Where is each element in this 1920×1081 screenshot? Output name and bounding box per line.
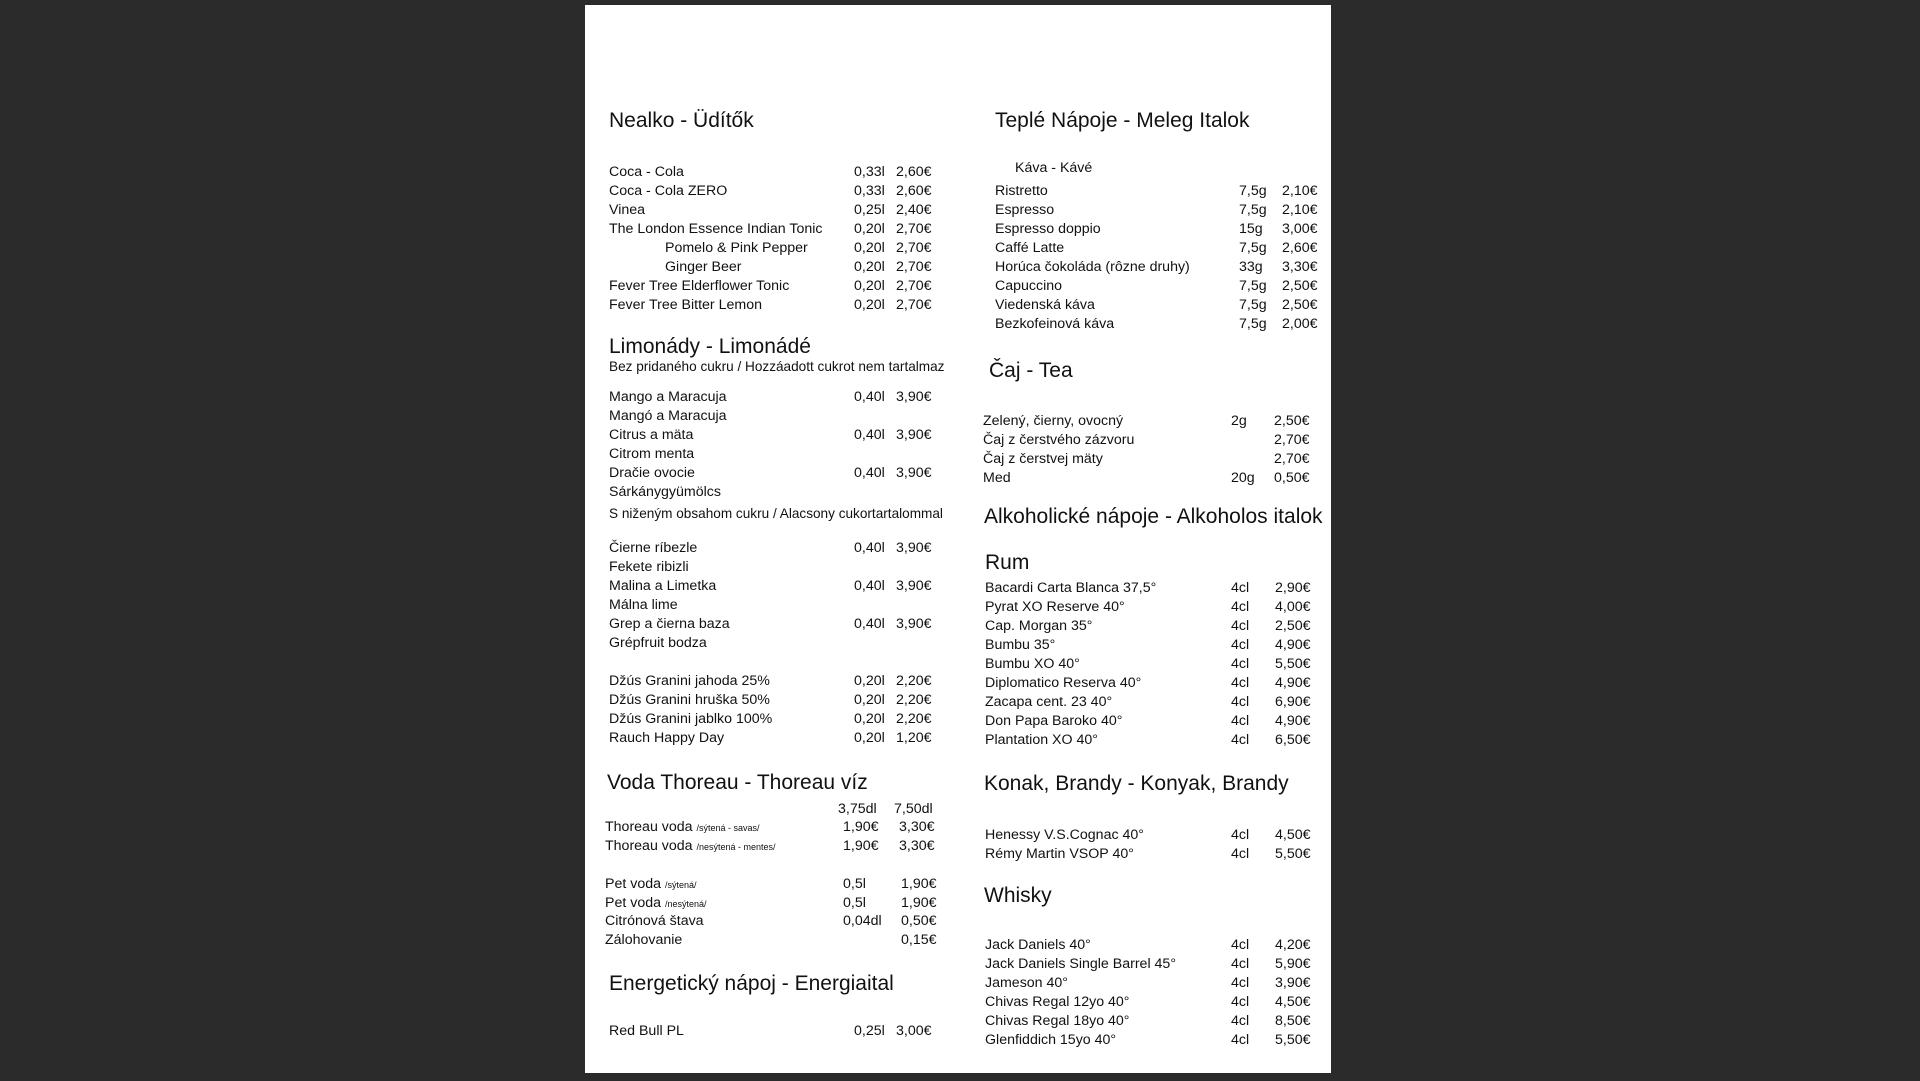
menu-item-price: 2,70€ bbox=[1274, 432, 1310, 448]
menu-item-name: Henessy V.S.Cognac 40° bbox=[985, 827, 1144, 843]
menu-item-name: Grep a čierna baza bbox=[609, 616, 730, 632]
menu-item-price: 2,50€ bbox=[1274, 413, 1310, 429]
menu-item-size: 0,20l bbox=[854, 221, 885, 237]
menu-item-row bbox=[585, 469, 1331, 488]
menu-item-size: 0,33l bbox=[854, 183, 885, 199]
menu-item-size: 7,5g bbox=[1239, 240, 1267, 256]
menu-item-name: Fever Tree Bitter Lemon bbox=[609, 297, 762, 313]
menu-item-price: 2,00€ bbox=[1282, 316, 1318, 332]
menu-item-name: Vinea bbox=[609, 202, 646, 218]
menu-item-price: 2,10€ bbox=[1282, 202, 1318, 218]
menu-item-name: Glenfiddich 15yo 40° bbox=[985, 1032, 1117, 1048]
menu-item-price: 2,20€ bbox=[896, 711, 932, 727]
menu-item-size: 0,40l bbox=[854, 465, 885, 481]
menu-item-row bbox=[585, 579, 1331, 598]
menu-item-price: 3,90€ bbox=[896, 578, 932, 594]
menu-item-row bbox=[585, 558, 1331, 577]
section-title-voda: Voda Thoreau - Thoreau víz bbox=[607, 771, 868, 794]
menu-item-size: 0,5l bbox=[843, 894, 866, 911]
menu-item-name: Viedenská káva bbox=[995, 297, 1095, 313]
menu-item-size: 0,20l bbox=[854, 711, 885, 727]
menu-item-price: 2,70€ bbox=[896, 221, 932, 237]
menu-item-price: 0,50€ bbox=[901, 913, 937, 929]
menu-item-price: 2,60€ bbox=[896, 183, 932, 199]
menu-item-price: 1,90€ bbox=[901, 894, 937, 911]
menu-item-row bbox=[585, 693, 1331, 712]
menu-item-name: Espresso doppio bbox=[995, 221, 1101, 237]
menu-item-size: 2g bbox=[1231, 413, 1247, 429]
menu-item-size: 4cl bbox=[1231, 956, 1250, 972]
menu-item-size: 0,40l bbox=[854, 578, 885, 594]
menu-item-row bbox=[585, 277, 1331, 296]
menu-item-name: Ristretto bbox=[995, 183, 1048, 199]
menu-item-size: 0,33l bbox=[854, 164, 885, 180]
menu-item-row bbox=[585, 239, 1331, 258]
menu-item-size: 0,5l bbox=[843, 876, 866, 892]
menu-item-row bbox=[585, 598, 1331, 617]
menu-item-name: Dračie ovocie bbox=[609, 465, 695, 481]
menu-item-row bbox=[585, 894, 1331, 913]
menu-item-name: Chivas Regal 12yo 40° bbox=[985, 994, 1130, 1010]
menu-item-name: Red Bull PL bbox=[609, 1023, 684, 1039]
limonady-note-sugar-free: Bez pridaného cukru / Hozzáadott cukrot nem tartalmaz bbox=[609, 359, 945, 374]
menu-item-row bbox=[585, 182, 1331, 201]
menu-item-name: Cap. Morgan 35° bbox=[985, 618, 1093, 634]
menu-item-size: 7,5g bbox=[1239, 278, 1267, 294]
menu-item-name: Bacardi Carta Blanca 37,5° bbox=[985, 580, 1157, 596]
menu-item-name: Chivas Regal 18yo 40° bbox=[985, 1013, 1130, 1029]
menu-item-price: 3,90€ bbox=[896, 616, 932, 632]
menu-item-size: 0,20l bbox=[854, 240, 885, 256]
menu-item-row bbox=[585, 539, 1331, 558]
menu-item-size: 0,40l bbox=[854, 427, 885, 443]
menu-item-price: 0,15€ bbox=[901, 931, 937, 948]
menu-item-size: 4cl bbox=[1231, 694, 1250, 710]
teple-subtitle-kava: Káva - Kávé bbox=[1015, 160, 1093, 176]
menu-item-price-large: 3,30€ bbox=[899, 838, 935, 854]
section-title-limonady: Limonády - Limonádé bbox=[609, 335, 811, 358]
menu-item-price: 2,20€ bbox=[896, 673, 932, 689]
section-title-rum: Rum bbox=[985, 551, 1030, 574]
menu-item-row bbox=[585, 315, 1331, 334]
menu-item-name: Čaj z čerstvého zázvoru bbox=[983, 432, 1135, 448]
menu-item-name: Plantation XO 40° bbox=[985, 732, 1098, 748]
menu-item-name: Mangó a Maracuja bbox=[609, 408, 727, 424]
menu-item-row bbox=[585, 912, 1331, 931]
menu-item-name: Džús Granini hruška 50% bbox=[609, 692, 770, 708]
menu-item-size: 4cl bbox=[1231, 937, 1250, 953]
menu-item-row bbox=[585, 1012, 1331, 1031]
menu-item-name: Thoreau voda /nesýtená - mentes/ bbox=[605, 838, 776, 854]
menu-item-name: Bezkofeinová káva bbox=[995, 316, 1115, 332]
menu-item-row bbox=[585, 712, 1331, 731]
menu-item-size: 0,20l bbox=[854, 278, 885, 294]
menu-item-row bbox=[585, 163, 1331, 182]
menu-item-price: 5,50€ bbox=[1275, 656, 1311, 672]
menu-item-note: /nesýtená/ bbox=[664, 898, 707, 909]
menu-item-price: 4,00€ bbox=[1275, 599, 1311, 615]
menu-item-price: 2,50€ bbox=[1275, 618, 1311, 634]
menu-item-price: 4,90€ bbox=[1275, 637, 1311, 653]
menu-item-price: 1,90€ bbox=[901, 876, 937, 892]
section-title-whisky: Whisky bbox=[984, 884, 1052, 907]
menu-item-size: 4cl bbox=[1231, 1013, 1250, 1029]
menu-item-price: 3,90€ bbox=[1275, 975, 1311, 991]
menu-item-price: 3,00€ bbox=[1282, 221, 1318, 237]
menu-item-size: 7,5g bbox=[1239, 202, 1267, 218]
voda-col-header-large: 7,50dl bbox=[894, 801, 933, 817]
menu-item-row bbox=[585, 1031, 1331, 1050]
menu-item-name: Zacapa cent. 23 40° bbox=[985, 694, 1113, 710]
menu-item-size: 0,20l bbox=[854, 730, 885, 746]
menu-item-name: Čaj z čerstvej mäty bbox=[983, 451, 1103, 467]
menu-item-price: 6,90€ bbox=[1275, 694, 1311, 710]
menu-item-name: Med bbox=[983, 470, 1011, 486]
menu-item-name: Bumbu 35° bbox=[985, 637, 1056, 653]
menu-item-price: 4,90€ bbox=[1275, 713, 1311, 729]
menu-item-price: 5,50€ bbox=[1275, 1032, 1311, 1048]
section-title-alko: Alkoholické nápoje - Alkoholos italok bbox=[984, 505, 1323, 528]
menu-item-name: Grépfruit bodza bbox=[609, 635, 707, 651]
section-title-energy: Energetický nápoj - Energiaital bbox=[609, 972, 894, 995]
menu-item-name: Jack Daniels 40° bbox=[985, 937, 1091, 953]
section-title-teple: Teplé Nápoje - Meleg Italok bbox=[995, 109, 1250, 132]
menu-item-price: 3,90€ bbox=[896, 540, 932, 556]
menu-item-name: Diplomatico Reserva 40° bbox=[985, 675, 1142, 691]
menu-item-name: Citrom menta bbox=[609, 446, 695, 462]
limonady-note-low-sugar: S niženým obsahom cukru / Alacsony cukortartalommal bbox=[609, 506, 943, 521]
menu-item-price: 2,40€ bbox=[896, 202, 932, 218]
menu-item-price: 1,20€ bbox=[896, 730, 932, 746]
menu-item-row bbox=[585, 955, 1331, 974]
menu-item-size: 4cl bbox=[1231, 713, 1250, 729]
menu-item-row bbox=[585, 655, 1331, 674]
menu-item-row bbox=[585, 220, 1331, 239]
menu-item-name: Zelený, čierny, ovocný bbox=[983, 413, 1124, 429]
menu-item-name: Fever Tree Elderflower Tonic bbox=[609, 278, 790, 294]
menu-item-name: Ginger Beer bbox=[665, 259, 742, 275]
menu-item-price: 4,90€ bbox=[1275, 675, 1311, 691]
menu-item-price: 2,90€ bbox=[1275, 580, 1311, 596]
menu-item-row bbox=[585, 388, 1331, 407]
menu-item-size: 15g bbox=[1239, 221, 1263, 237]
menu-item-price: 2,70€ bbox=[896, 240, 932, 256]
menu-item-size: 0,20l bbox=[854, 297, 885, 313]
menu-item-size: 0,40l bbox=[854, 616, 885, 632]
menu-item-size: 4cl bbox=[1231, 599, 1250, 615]
menu-item-note: /sýtená - savas/ bbox=[696, 823, 760, 833]
menu-item-name: Mango a Maracuja bbox=[609, 389, 727, 405]
section-title-caj: Čaj - Tea bbox=[989, 359, 1073, 382]
menu-item-name: Don Papa Baroko 40° bbox=[985, 713, 1123, 729]
menu-item-size: 0,25l bbox=[854, 202, 885, 218]
menu-item-name: Málna lime bbox=[609, 597, 678, 613]
menu-item-price: 3,90€ bbox=[896, 427, 932, 443]
menu-item-size: 7,5g bbox=[1239, 183, 1267, 199]
menu-item-size: 0,40l bbox=[854, 389, 885, 405]
menu-item-row bbox=[585, 412, 1331, 431]
menu-item-size: 4cl bbox=[1231, 618, 1250, 634]
menu-item-name: Espresso bbox=[995, 202, 1055, 218]
menu-item-price: 4,50€ bbox=[1275, 994, 1311, 1010]
menu-item-name: Thoreau voda /sýtená - savas/ bbox=[605, 819, 760, 835]
menu-item-price: 2,70€ bbox=[896, 278, 932, 294]
menu-item-row bbox=[585, 826, 1331, 845]
menu-item-size: 4cl bbox=[1231, 732, 1250, 748]
menu-item-name: Džús Granini jablko 100% bbox=[609, 711, 773, 727]
menu-item-size: 4cl bbox=[1231, 656, 1250, 672]
menu-item-size: 0,25l bbox=[854, 1023, 885, 1039]
menu-item-price: 5,50€ bbox=[1275, 846, 1311, 862]
menu-item-size: 0,40l bbox=[854, 540, 885, 556]
menu-item-size: 4cl bbox=[1231, 580, 1250, 596]
menu-item-name: Jack Daniels Single Barrel 45° bbox=[985, 956, 1176, 972]
menu-item-name: Citrónová štava bbox=[605, 913, 704, 929]
menu-item-price: 6,50€ bbox=[1275, 732, 1311, 748]
menu-item-size: 7,5g bbox=[1239, 316, 1267, 332]
menu-item-row bbox=[585, 674, 1331, 693]
menu-item-size: 0,20l bbox=[854, 259, 885, 275]
menu-item-row bbox=[585, 845, 1331, 864]
menu-item-row bbox=[585, 974, 1331, 993]
menu-item-size: 4cl bbox=[1231, 994, 1250, 1010]
menu-item-name: Horúca čokoláda (rôzne druhy) bbox=[995, 259, 1190, 275]
menu-item-size: 4cl bbox=[1231, 975, 1250, 991]
menu-item-size: 20g bbox=[1231, 470, 1255, 486]
menu-item-price: 0,50€ bbox=[1274, 470, 1310, 486]
menu-item-size: 4cl bbox=[1231, 675, 1250, 691]
menu-item-note: /nesýtená - mentes/ bbox=[696, 842, 776, 852]
menu-item-price-large: 3,30€ bbox=[899, 819, 935, 835]
menu-item-name: Džús Granini jahoda 25% bbox=[609, 673, 770, 689]
menu-item-row bbox=[585, 936, 1331, 955]
menu-item-name: Sárkánygyümölcs bbox=[609, 484, 721, 500]
menu-item-row bbox=[585, 258, 1331, 277]
menu-item-price: 4,50€ bbox=[1275, 827, 1311, 843]
menu-item-price: 3,90€ bbox=[896, 389, 932, 405]
menu-item-price: 3,00€ bbox=[896, 1023, 932, 1039]
menu-page bbox=[585, 5, 1331, 1073]
menu-item-name: The London Essence Indian Tonic bbox=[609, 221, 823, 237]
menu-item-price: 2,60€ bbox=[1282, 240, 1318, 256]
menu-item-size: 0,04dl bbox=[843, 913, 882, 929]
section-title-nealko: Nealko - Üdítők bbox=[609, 109, 754, 132]
menu-item-name: Pyrat XO Reserve 40° bbox=[985, 599, 1125, 615]
menu-item-row bbox=[585, 450, 1331, 469]
menu-item-price: 2,50€ bbox=[1282, 278, 1318, 294]
menu-item-name: Coca - Cola ZERO bbox=[609, 183, 728, 199]
menu-item-price: 2,50€ bbox=[1282, 297, 1318, 313]
menu-item-name: Caffé Latte bbox=[995, 240, 1065, 256]
menu-item-price: 3,30€ bbox=[1282, 259, 1318, 275]
menu-item-price: 2,70€ bbox=[1274, 451, 1310, 467]
menu-item-size: 4cl bbox=[1231, 1032, 1250, 1048]
menu-item-row bbox=[585, 201, 1331, 220]
menu-item-size: 4cl bbox=[1231, 827, 1250, 843]
menu-item-name: Zálohovanie bbox=[605, 931, 683, 948]
menu-item-name: Citrus a mäta bbox=[609, 427, 694, 443]
menu-item-size: 0,20l bbox=[854, 673, 885, 689]
menu-item-name: Capuccino bbox=[995, 278, 1063, 294]
menu-item-price: 2,20€ bbox=[896, 692, 932, 708]
menu-item-name: Jameson 40° bbox=[985, 975, 1068, 991]
menu-item-name: Pet voda /nesýtená/ bbox=[605, 894, 707, 911]
menu-item-size: 0,20l bbox=[854, 692, 885, 708]
menu-item-price: 2,60€ bbox=[896, 164, 932, 180]
menu-item-name: Fekete ribizli bbox=[609, 559, 689, 575]
menu-item-row bbox=[585, 617, 1331, 636]
menu-item-row bbox=[585, 731, 1331, 750]
menu-item-row bbox=[585, 875, 1331, 894]
menu-item-row bbox=[585, 636, 1331, 655]
menu-item-price: 8,50€ bbox=[1275, 1013, 1311, 1029]
menu-item-size: 4cl bbox=[1231, 846, 1250, 862]
menu-item-price: 2,10€ bbox=[1282, 183, 1318, 199]
menu-item-price: 5,90€ bbox=[1275, 956, 1311, 972]
menu-item-row bbox=[585, 431, 1331, 450]
menu-item-name: Rauch Happy Day bbox=[609, 730, 725, 746]
menu-item-row bbox=[585, 296, 1331, 315]
menu-item-name: Rémy Martin VSOP 40° bbox=[985, 846, 1134, 862]
menu-item-name: Pet voda /sýtená/ bbox=[605, 876, 697, 892]
menu-item-size: 4cl bbox=[1231, 637, 1250, 653]
menu-item-row bbox=[585, 993, 1331, 1012]
menu-item-price: 2,70€ bbox=[896, 259, 932, 275]
menu-item-price-small: 1,90€ bbox=[843, 819, 879, 835]
menu-item-name: Malina a Limetka bbox=[609, 578, 717, 594]
menu-item-price-small: 1,90€ bbox=[843, 838, 879, 854]
menu-item-price: 4,20€ bbox=[1275, 937, 1311, 953]
section-title-konak: Konak, Brandy - Konyak, Brandy bbox=[984, 772, 1289, 795]
menu-item-size: 7,5g bbox=[1239, 297, 1267, 313]
voda-col-header-small: 3,75dl bbox=[838, 801, 877, 817]
menu-item-name: Bumbu XO 40° bbox=[985, 656, 1080, 672]
menu-item-price: 3,90€ bbox=[896, 465, 932, 481]
menu-item-name: Čierne ríbezle bbox=[609, 540, 698, 556]
menu-item-size: 33g bbox=[1239, 259, 1263, 275]
menu-item-name: Pomelo & Pink Pepper bbox=[665, 240, 808, 256]
menu-item-name: Coca - Cola bbox=[609, 164, 684, 180]
menu-item-price: 2,70€ bbox=[896, 297, 932, 313]
menu-item-note: /sýtená/ bbox=[664, 880, 697, 890]
